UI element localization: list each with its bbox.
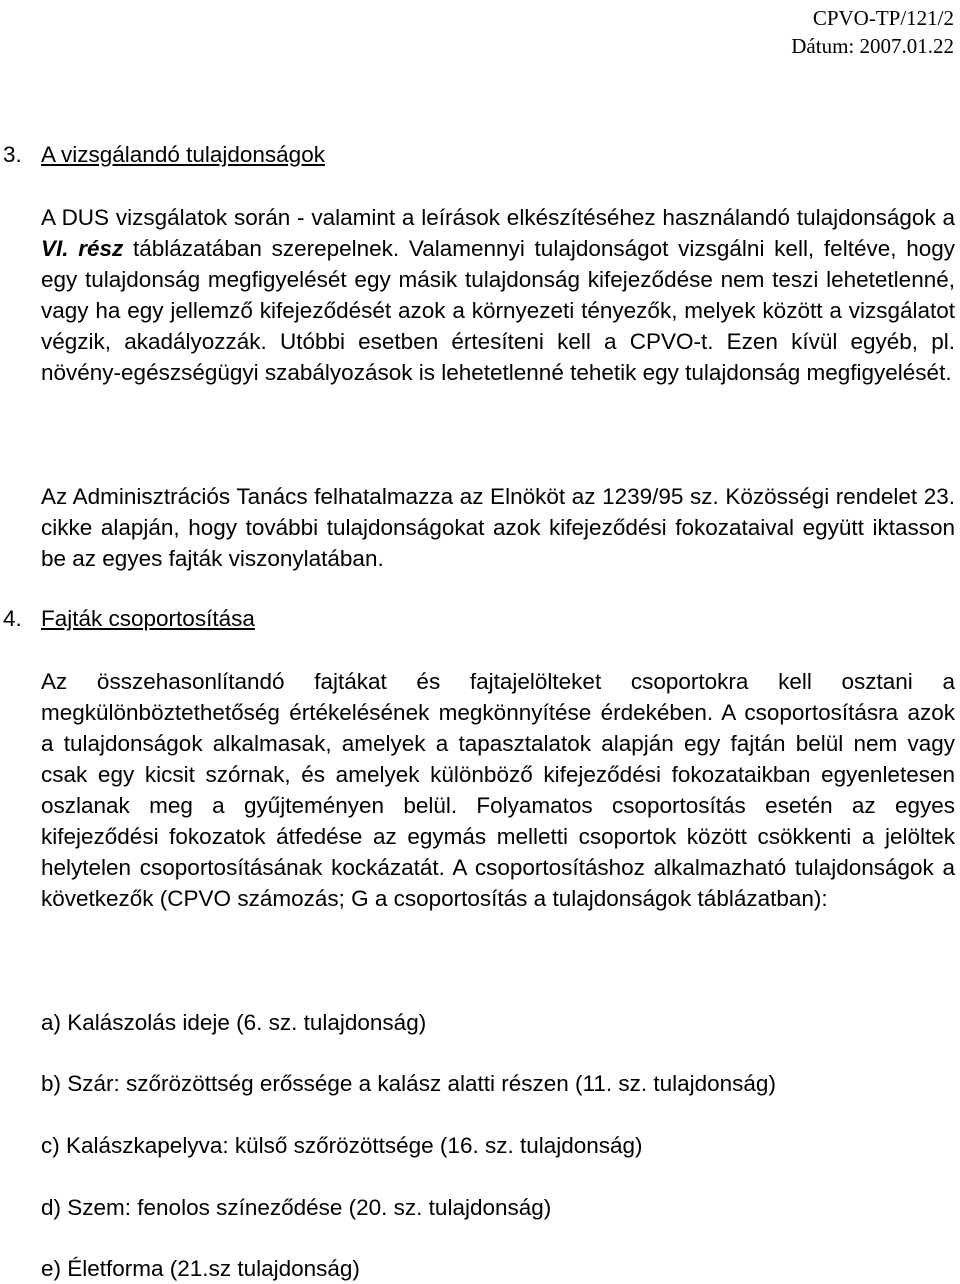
section-4-paragraph-1 — [41, 666, 955, 914]
list-item-d: d) Szem: fenolos színeződése (20. sz. tulajdonság) — [41, 1195, 552, 1220]
section-3-p1-start: A DUS vizsgálatok során - valamint a leírások elkészítéséhez használandó tulajdonságok a — [41, 205, 955, 230]
section-3-number: 3. — [3, 142, 22, 167]
document-id: CPVO-TP/121/2 — [812, 6, 954, 30]
section-3-paragraph-1 — [41, 202, 955, 388]
section-3-p1-end: táblázatában szerepelnek. Valamennyi tulajdonságot vizsgálni kell, feltéve, hogy egy tulajdonság megfigyelését egy másik tulajdonság kifejeződése nem teszi lehetetlenné, vagy ha egy jellemző kifejeződését azok a környezeti tényezők, melyek között a vizsgálatot végzik, akadályozzák. Utóbbi esetben értesíteni kell a CPVO-t. Ezen kívül egyéb, pl. növény-egészségügyi szabályozások is lehetetlenné tehetik egy tulajdonság megfigyelését. — [41, 236, 955, 385]
section-4-title: Fajták csoportosítása — [41, 606, 255, 631]
section-4-number: 4. — [3, 606, 22, 631]
list-item-a: a) Kalászolás ideje (6. sz. tulajdonság) — [41, 1010, 427, 1035]
section-4-p1-text: Az összehasonlítandó fajtákat és fajtajelölteket csoportokra kell osztani a megkülönböztethetőség értékelésének megkönnyítése érdekében. A csoportosításra azok a tulajdonságok alkalmasak, amelyek a tapasztalatok alapján egy fajtán belül nem vagy csak egy kicsit szórnak, és amelyek különböző kifejeződési fokozataikban egyenletesen oszlanak meg a gyűjteményen belül. Folyamatos csoportosítás esetén az egyes kifejeződési fokozatok átfedése az egymás melletti csoportok között csökkenti a jelöltek helytelen csoportosításának kockázatát. A csoportosításhoz alkalmazható tulajdonságok a következők (CPVO számozás; G a csoportosítás a tulajdonságok táblázatban): — [41, 669, 955, 911]
document-date: Dátum: 2007.01.22 — [791, 34, 954, 58]
list-item-e: e) Életforma (21.sz tulajdonság) — [41, 1256, 360, 1281]
section-3-title: A vizsgálandó tulajdonságok — [41, 142, 325, 167]
section-3-p1-bold: VI. rész — [41, 236, 124, 261]
section-3-paragraph-2 — [41, 481, 955, 574]
section-3-p2-text: Az Adminisztrációs Tanács felhatalmazza az Elnököt az 1239/95 sz. Közösségi rendelet 23. cikke alapján, hogy további tulajdonságokat azok kifejeződési fokozataival együtt iktasson be az egyes fajták viszonylatában. — [41, 484, 955, 571]
list-item-c: c) Kalászkapelyva: külső szőrözöttsége (16. sz. tulajdonság) — [41, 1133, 643, 1158]
page-header — [791, 4, 954, 60]
list-item-b: b) Szár: szőrözöttség erőssége a kalász alatti részen (11. sz. tulajdonság) — [41, 1071, 776, 1096]
